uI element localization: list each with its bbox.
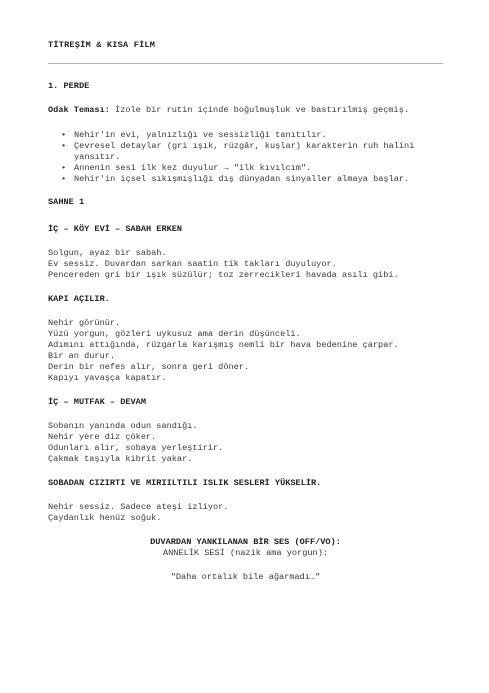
action-line: Çaydanlık henüz soğuk. — [48, 513, 162, 523]
bullet-text: Nehir'in evi, yalnızlığı ve sessizliği tanıtılır. — [74, 130, 327, 140]
action-line: Sobanın yanında odun sandığı. — [48, 421, 198, 431]
action-line: Pencereden gri bir ışık süzülür; toz zerrecikleri havada asılı gibi. — [48, 270, 399, 280]
action-line: Kapıyı yavaşça kapatır. — [48, 373, 167, 383]
action-block-4 — [48, 502, 443, 524]
door-opens-heading: KAPI AÇILIR. — [48, 294, 110, 304]
action-line: Derin bir nefes alır, sonra geri döner. — [48, 362, 250, 372]
document-title: TİTREŞİM & KISA FİLM — [48, 40, 156, 50]
action-line: Yüzü yorgun, gözleri uykusuz ama derin düşünceli. — [48, 329, 301, 339]
list-item — [61, 141, 443, 163]
bullet-icon: • — [61, 163, 67, 173]
bullet-icon: • — [61, 130, 67, 140]
action-line: Adımını attığında, rüzgarla karışmış nemli bir hava bedenine çarpar. — [48, 340, 399, 350]
action-line: Odunları alır, sobaya yerleştirir. — [48, 443, 224, 453]
scene-heading-kitchen-house: İÇ – KÖY EVİ – SABAH ERKEN — [48, 224, 183, 234]
action-block-1 — [48, 248, 443, 281]
bullet-icon: • — [61, 174, 67, 184]
act-heading: 1. PERDE — [48, 81, 90, 91]
action-line: Nehir sessiz. Sadece ateşi izliyor. — [48, 502, 229, 512]
focus-theme-text: İzole bir rutin içinde boğulmuşluk ve bastırılmış geçmiş. — [109, 105, 410, 115]
character-cue: ANNELİK SESİ (nazik ama yorgun): — [162, 548, 329, 558]
scene-number: SAHNE 1 — [48, 197, 85, 207]
action-block-3 — [48, 421, 443, 465]
stove-sound-heading: SOBADAN CIZIRTI VE MIRIILTILI ISLIK SESLERİ YÜKSELİR. — [48, 478, 322, 488]
scene-heading-kitchen: İÇ – MUTFAK – DEVAM — [48, 397, 146, 407]
title-divider — [48, 63, 443, 64]
action-line: Ev sessiz. Duvardan sarkan saatin tik takları duyuluyor. — [48, 259, 337, 269]
action-line: Bir an durur. — [48, 351, 116, 361]
act-bullet-list — [48, 130, 443, 185]
bullet-text: Nehir'in içsel sıkışmışlığı dış dünyadan sinyaller almaya başlar. — [74, 174, 410, 184]
action-block-2 — [48, 318, 443, 384]
list-item — [61, 130, 443, 141]
dialogue-line: "Daha ortalık bile ağarmadı…" — [170, 572, 321, 582]
action-line: Nehir yere diz çöker. — [48, 432, 157, 442]
list-item — [61, 174, 443, 185]
voice-off-heading: DUVARDAN YANKILANAN BİR SES (OFF/VO): — [150, 537, 341, 547]
action-line: Nehir görünür. — [48, 318, 121, 328]
focus-theme-label: Odak Teması: — [48, 105, 110, 115]
bullet-text: Annenin sesi ilk kez duyulur → "ilk kıvılcım". — [74, 163, 312, 173]
bullet-icon: • — [61, 141, 67, 151]
list-item — [61, 163, 443, 174]
action-line: Çakmak taşıyla kibrit yakar. — [48, 454, 193, 464]
bullet-text: Çevresel detaylar (gri ışık, rüzgâr, kuşlar) karakterin ruh halini yansıtır. — [74, 141, 415, 162]
action-line: Solgun, ayaz bir sabah. — [48, 248, 167, 258]
focus-theme — [48, 105, 443, 116]
